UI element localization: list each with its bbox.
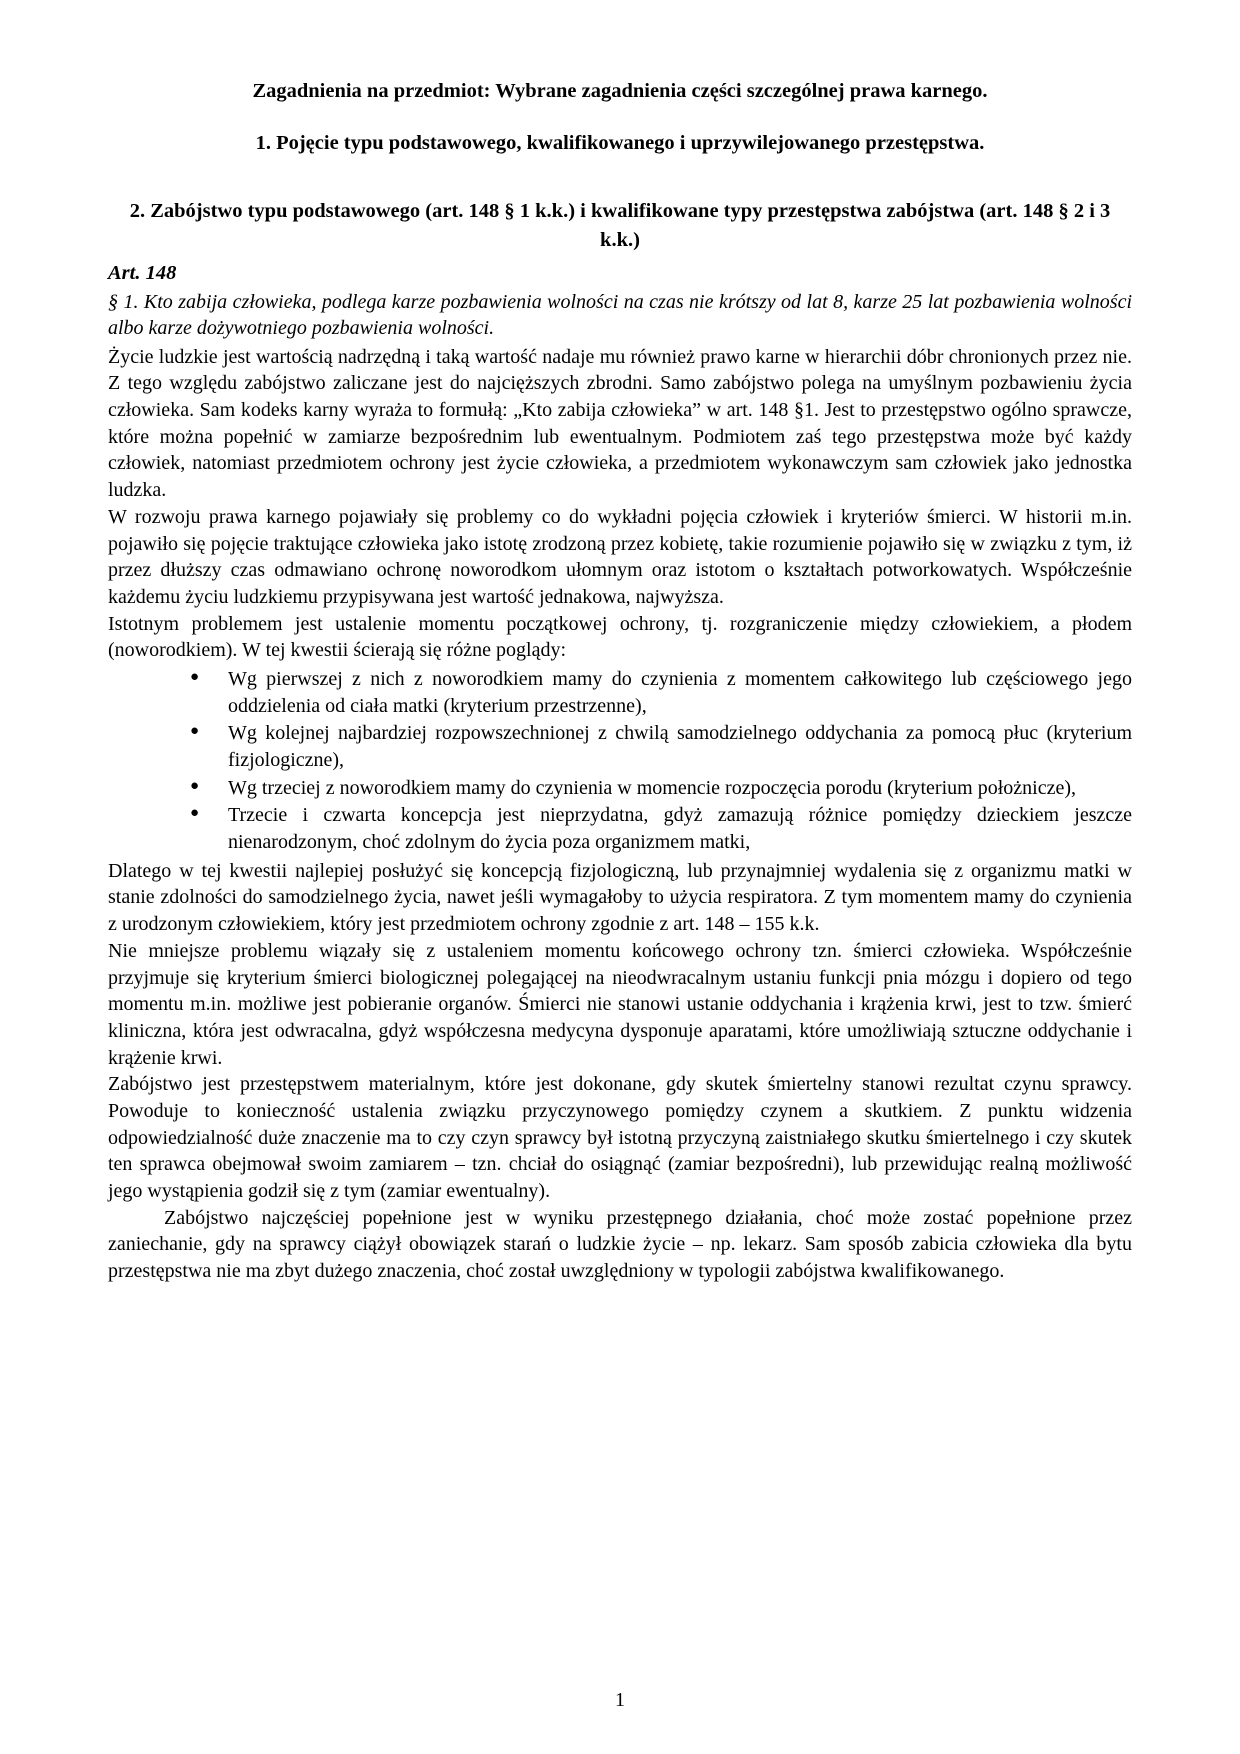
paragraph-6: Zabójstwo jest przestępstwem materialnym, które jest dokonane, gdy skutek śmiertelny stanowi rezultat czynu sprawcy. Powoduje to konieczność ustalenia związku przyczynowego pomiędzy czynem a skutkiem. Z punktu widzenia odpowiedzialność duże znaczenie ma to czy czyn sprawcy był istotną przyczyną zaistniałego skutku śmiertelnego i czy skutek ten sprawca obejmował swoim zamiarem – tzn. chciał do osiągnąć (zamiar bezpośredni), lub przewidując realną możliwość jego wystąpienia godził się z tym (zamiar ewentualny). <box>108 1073 1132 1203</box>
paragraph-2: W rozwoju prawa karnego pojawiały się problemy co do wykładni pojęcia człowiek i kryteriów śmierci. W historii m.in. pojawiło się pojęcie traktujące człowieka jako istotę zrodzoną przez kobietę, takie rozumienie pojawiło się w związku z tym, iż przez dłuższy czas odmawiano ochronę noworodkom ułomnym oraz istotom o kształtach potworkowatych. Współcześnie każdemu życiu ludzkiemu przypisywana jest wartość jednakowa, najwyższa. <box>108 505 1132 608</box>
list-item: ● Wg kolejnej najbardziej rozpowszechnionej z chwilą samodzielnego oddychania za pomocą płuc (kryterium fizjologiczne), <box>190 720 1132 773</box>
paragraph-3: Istotnym problemem jest ustalenie momentu początkowej ochrony, tj. rozgraniczenie między człowiekiem, a płodem (noworodkiem). W tej kwestii ścierają się różne poglądy: <box>108 612 1132 662</box>
paragraph-4: Dlatego w tej kwestii najlepiej posłużyć się koncepcją fizjologiczną, lub przynajmniej wydalenia się z organizmu matki w stanie zdolności do samodzielnego życia, nawet jeśli wymagałoby to użycia respiratora. Z tym momentem mamy do czynienia z urodzonym człowiekiem, który jest przedmiotem ochrony zgodnie z art. 148 – 155 k.k. <box>108 859 1132 936</box>
list-item: ● Trzecie i czwarta koncepcja jest nieprzydatna, gdyż zamazują różnice pomiędzy dzieckiem jeszcze nienarodzonym, choć zdolnym do życia poza organizmem matki, <box>190 802 1132 855</box>
list-item: ● Wg pierwszej z nich z noworodkiem mamy do czynienia z momentem całkowitego lub częściowego jego oddzielenia od ciała matki (kryterium przestrzenne), <box>190 666 1132 719</box>
paragraph-1: Życie ludzkie jest wartością nadrzędną i taką wartość nadaje mu również prawo karne w hierarchii dóbr chronionych przez nie. Z tego względu zabójstwo zaliczane jest do najcięższych zbrodni. Samo zabójstwo polega na umyślnym pozbawieniu życia człowieka. Sam kodeks karny wyraża to formułą: „Kto zabija człowieka” w art. 148 §1. Jest to przestępstwo ogólno sprawcze, które można popełnić w zamiarze bezpośrednim lub ewentualnym. Podmiotem zaś tego przestępstwa może być każdy człowiek, natomiast przedmiotem ochrony jest życie człowieka, a przedmiotem wykonawczym sam człowiek jako jednostka ludzka. <box>108 345 1132 502</box>
list-item: ● Wg trzeciej z noworodkiem mamy do czynienia w momencie rozpoczęcia porodu (kryterium położnicze), <box>190 775 1132 802</box>
page-number: 1 <box>615 1689 625 1711</box>
document-title: Zagadnienia na przedmiot: Wybrane zagadnienia części szczególnej prawa karnego. <box>252 80 988 102</box>
paragraph-7: Zabójstwo najczęściej popełnione jest w wyniku przestępnego działania, choć może zostać popełnione przez zaniechanie, gdy na sprawcy ciążył obowiązek starań o ludzkie życie – np. lekarz. Sam sposób zabicia człowieka dla bytu przestępstwa nie ma zbyt dużego znaczenia, choć został uwzględniony w typologii zabójstwa kwalifikowanego. <box>108 1206 1132 1283</box>
article-label: Art. 148 <box>108 261 177 284</box>
heading-section-2: 2. Zabójstwo typu podstawowego (art. 148 § 1 k.k.) i kwalifikowane typy przestępstwa zabójstwa (art. 148 § 2 i 3 k.k.) <box>129 200 1111 251</box>
heading-section-1: 1. Pojęcie typu podstawowego, kwalifikowanego i uprzywilejowanego przestępstwa. <box>255 131 985 154</box>
paragraph-5: Nie mniejsze problemu wiązały się z ustaleniem momentu końcowego ochrony tzn. śmierci człowieka. Współcześnie przyjmuje się kryterium śmierci biologicznej polegającej na nieodwracalnym ustaniu funkcji pnia mózgu i dopiero od tego momentu m.in. możliwe jest pobieranie organów. Śmierci nie stanowi ustanie oddychania i krążenia krwi, jest to tzw. śmierć kliniczna, która jest odwracalna, gdyż współczesna medycyna dysponuje aparatami, które umożliwiają sztuczne oddychanie i krążenie krwi. <box>108 939 1132 1069</box>
statute-quote: § 1. Kto zabija człowieka, podlega karze pozbawienia wolności na czas nie krótszy od lat 8, karze 25 lat pozbawienia wolności albo karze dożywotniego pozbawienia wolności. <box>108 290 1132 340</box>
criteria-list <box>108 666 1132 856</box>
